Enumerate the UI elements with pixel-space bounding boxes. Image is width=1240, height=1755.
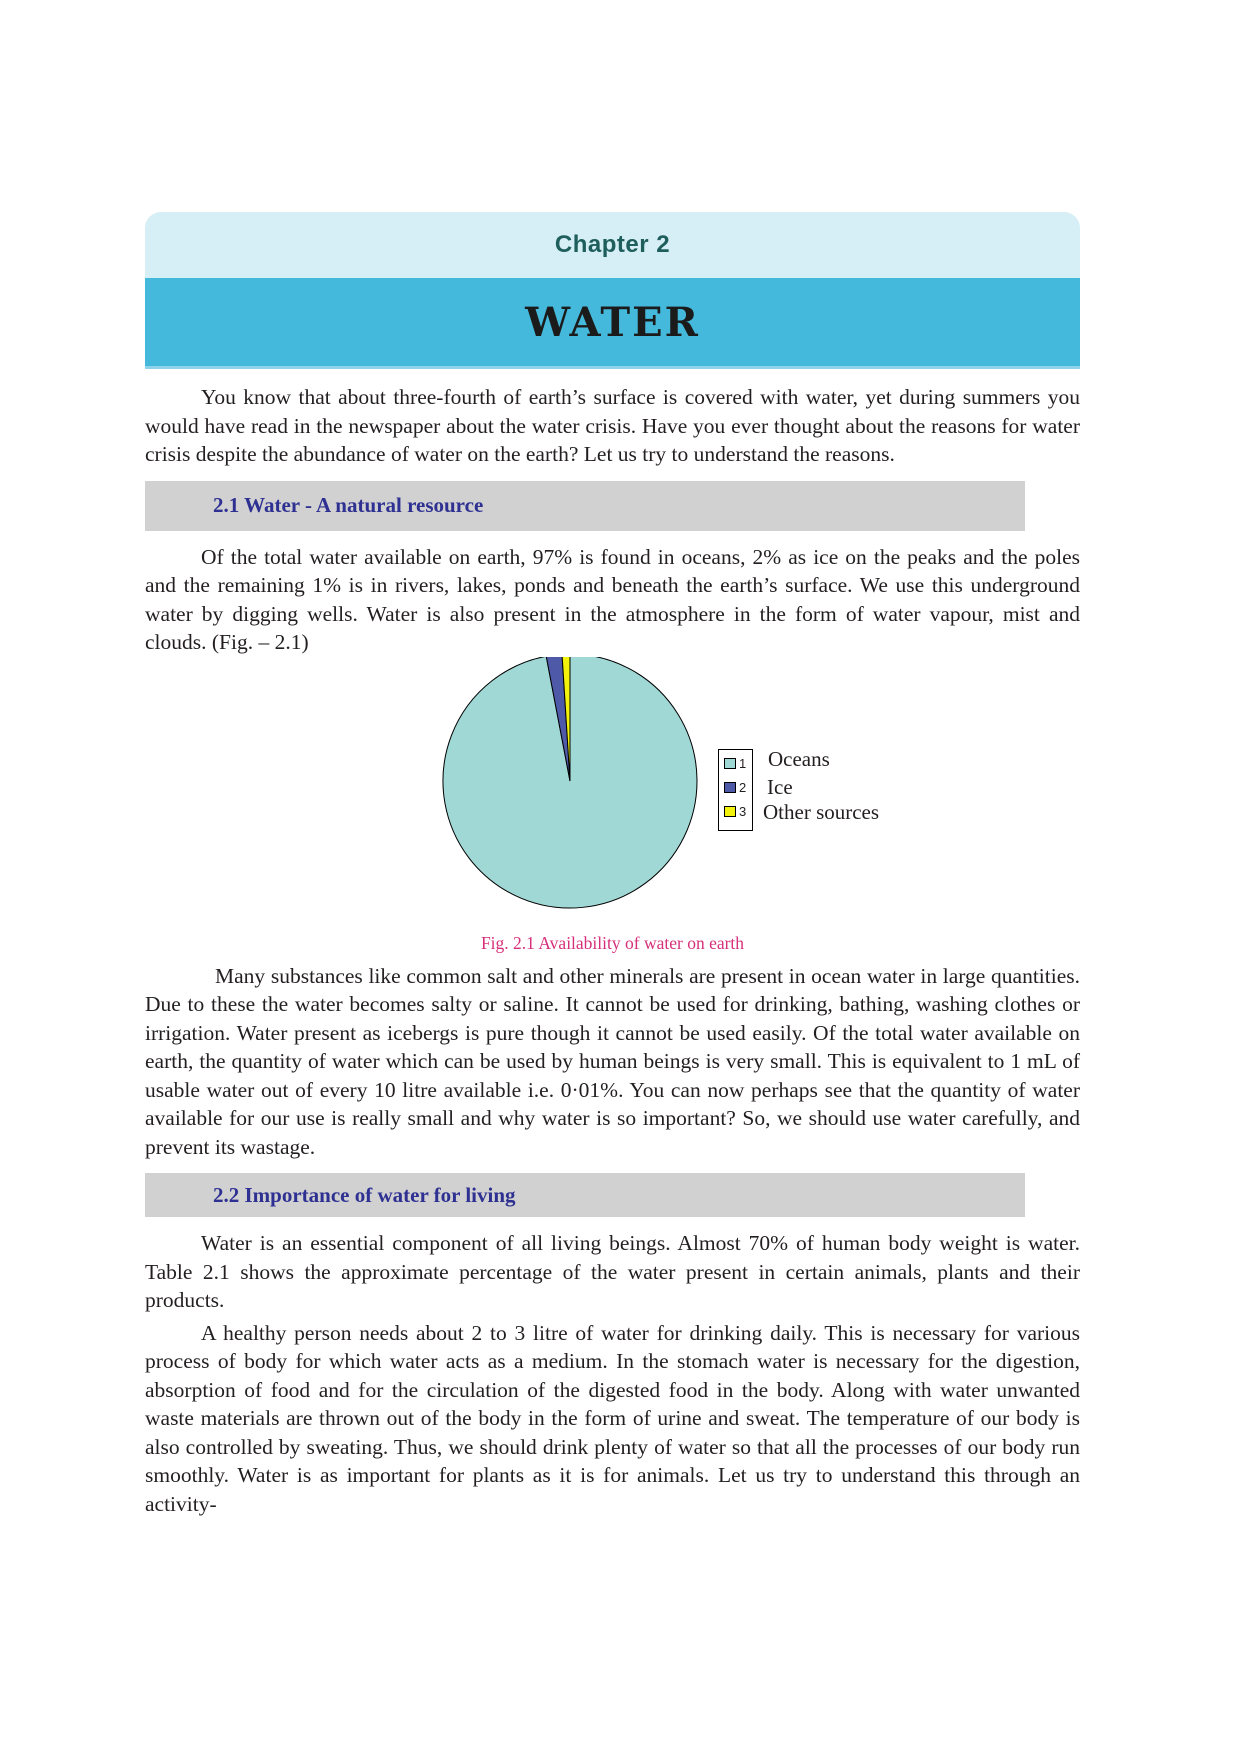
section1-paragraph-1: Of the total water available on earth, 97% is found in oceans, 2% as ice on the peaks and the poles and the remaining 1% is in rivers, lakes, ponds and beneath the earth’s surface. We use this underground water by digging wells. Water is also present in the atmosphere in the form of water vapour, mist and clouds. (Fig. – 2.1)	[145, 544, 1080, 654]
figure-caption: Fig. 2.1 Availability of water on earth	[480, 932, 745, 953]
page	[145, 212, 1080, 1518]
legend-label-oceans: Oceans	[768, 746, 830, 771]
chapter-label: Chapter 2	[145, 212, 1080, 278]
pie-chart-figure	[145, 657, 1080, 927]
legend-swatch-1	[724, 758, 736, 769]
legend-label-other-sources: Other sources	[763, 799, 880, 824]
section-heading-2-1: 2.1 Water - A natural resource	[145, 481, 1025, 531]
section1-paragraph-2: Many substances like common salt and other minerals are present in ocean water in large quantities. Due to these the water becomes salty or saline. It cannot be used for drinking, bathing, washing clothes or irrigation. Water present as icebergs is pure though it cannot be used easily. Of the total water available on earth, the quantity of water which can be used by human beings is very small. This is equivalent to 1 mL of usable water out of every 10 litre available i.e. 0·01%. You can now perhaps see that the quantity of water available for our use is really small and why water is so important? So, we should use water carefully, and prevent its wastage.	[145, 963, 1080, 1159]
section2-paragraph-1: Water is an essential component of all living beings. Almost 70% of human body weight is water. Table 2.1 shows the approximate percentage of the water present in certain animals, plants and their products.	[145, 1231, 1080, 1312]
legend-entry-3	[724, 804, 746, 819]
intro-paragraph: You know that about three-fourth of earth’s surface is covered with water, yet during summers you would have read in the newspaper about the water crisis. Have you ever thought about the reasons for water crisis despite the abundance of water on the earth? Let us try to understand the reasons.	[145, 385, 1080, 466]
chapter-title: WATER	[145, 278, 1080, 369]
legend-key-2: 2	[739, 779, 747, 795]
legend-entry-2	[724, 780, 746, 795]
legend-swatch-2	[724, 782, 736, 793]
legend-entry-1	[724, 756, 746, 771]
legend-key-1: 1	[739, 755, 747, 771]
chapter-header	[145, 212, 1080, 369]
legend-label-ice: Ice	[767, 774, 793, 799]
chart-legend	[718, 749, 753, 831]
legend-key-3: 3	[739, 803, 747, 819]
legend-swatch-3	[724, 806, 736, 817]
pie-chart	[145, 657, 1080, 927]
section-heading-2-2: 2.2 Importance of water for living	[145, 1173, 1025, 1217]
section2-paragraph-2: A healthy person needs about 2 to 3 litre of water for drinking daily. This is necessary for various process of body for which water acts as a medium. In the stomach water is necessary for the digestion, absorption of food and for the circulation of the digested food in the body. Along with water unwanted waste materials are thrown out of the body in the form of urine and sweat. The temperature of our body is also controlled by sweating. Thus, we should drink plenty of water so that all the processes of our body run smoothly. Water is as important for plants as it is for animals. Let us try to understand this through an activity-	[145, 1320, 1080, 1516]
